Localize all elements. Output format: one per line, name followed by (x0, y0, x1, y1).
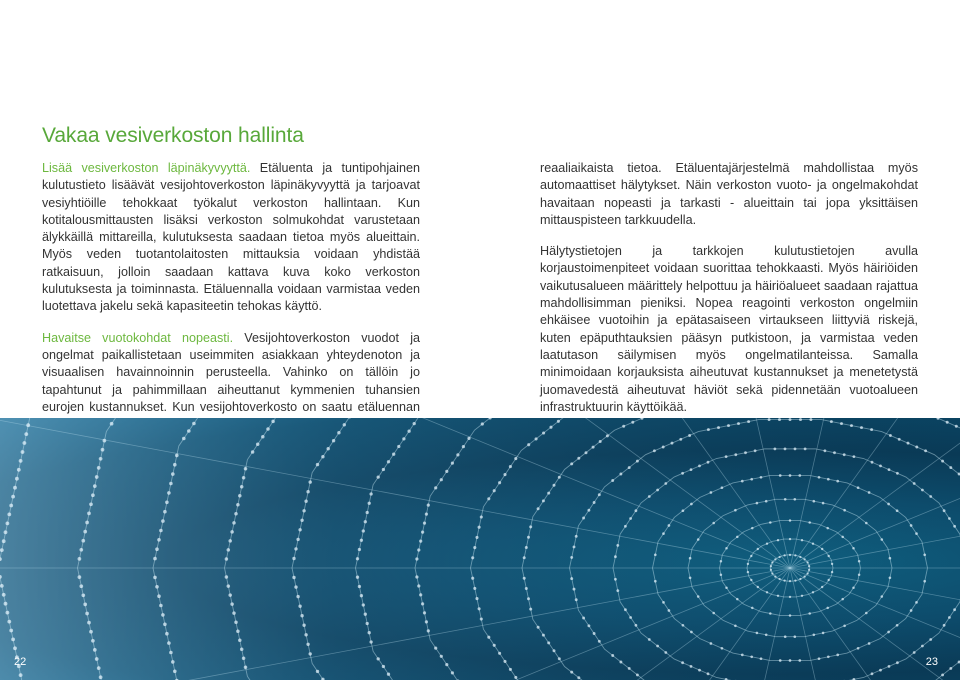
paragraph-realtime: reaaliaikaista tietoa. Etäluentajärjestelmä mahdollistaa myös automaattiset hälytykset. Näin verkoston vuoto- ja ongelmakohdat havaitaan nopeasti ja tarkasti - alueittain tai jopa yksittäisen mittauspisteen tarkkuudella. (540, 161, 918, 227)
page-title: Vakaa vesiverkoston hallinta (42, 124, 304, 147)
paragraph-lead: Lisää vesiverkoston läpinäkyvyyttä. (42, 161, 251, 175)
page-number-right: 23 (925, 656, 938, 668)
right-text-column (540, 160, 918, 430)
web-illustration (0, 418, 960, 680)
spider-web-dew-photo (0, 418, 960, 680)
paragraph-body: Vesijohtoverkoston vuodot ja ongelmat paikallistetaan useimmiten asiakkaan yhteydenoton ja visuaalisen havainnoinnin perusteella. Vahinko on tällöin jo tapahtunut ja pahimmillaan aiheuttanut kymmenien tuhansien eurojen kustannukset. Kun vesijohtoverkosto on saatu etäluennan (42, 330, 420, 414)
paragraph-alerts: Hälytystietojen ja tarkkojen kulutustietojen avulla korjaustoimenpiteet voidaan suorittaa tehokkaasti. Myös häiriöiden vaikutusalueen määrittely helpottuu ja häiriöalueet saadaan rajattua mahdollisimman pieniksi. Nopea reagointi verkoston ongelmiin ehkäisee vuotoihin ja epätasaiseen virtaukseen liittyviä riskejä, kuten epäputhtauksien pääsyn putkistoon, ja varmistaa veden laatutason säilymisen myös ongelmatilanteissa. Samalla minimoidaan korjauksista aiheutuvat kustannukset ja menetetystä juomavedestä aiheutuvat häviöt sekä pidennetään vuotoalueen infrastruktuurin käyttöikää. (540, 244, 918, 414)
paragraph-transparency (42, 160, 420, 316)
paragraph-body: Etäluenta ja tuntipohjainen kulutustieto lisäävät vesijohtoverkoston läpinäkyvyyttä ja tarjoavat vesiyhtiöille tehokkaat työkalut verkoston hallintaan. Kun kotitalousmittausten lisäksi verkoston solmukohdat varustetaan älykkäillä mittareilla, kulutuksesta saadaan tietoa myös alueittain. Myös veden tuotantolaitosten mittauksia voidaan yhdistää ratkaisuun, jolloin saadaan kattava kuva koko verkoston kulutuksesta ja toiminnasta. Etäluennalla voidaan varmistaa veden luotettava jakelu sekä kapasiteetin tehokas käyttö. (42, 161, 420, 314)
left-text-column (42, 160, 420, 447)
page-number-left: 22 (14, 656, 27, 668)
paragraph-lead: Havaitse vuotokohdat nopeasti. (42, 330, 234, 345)
